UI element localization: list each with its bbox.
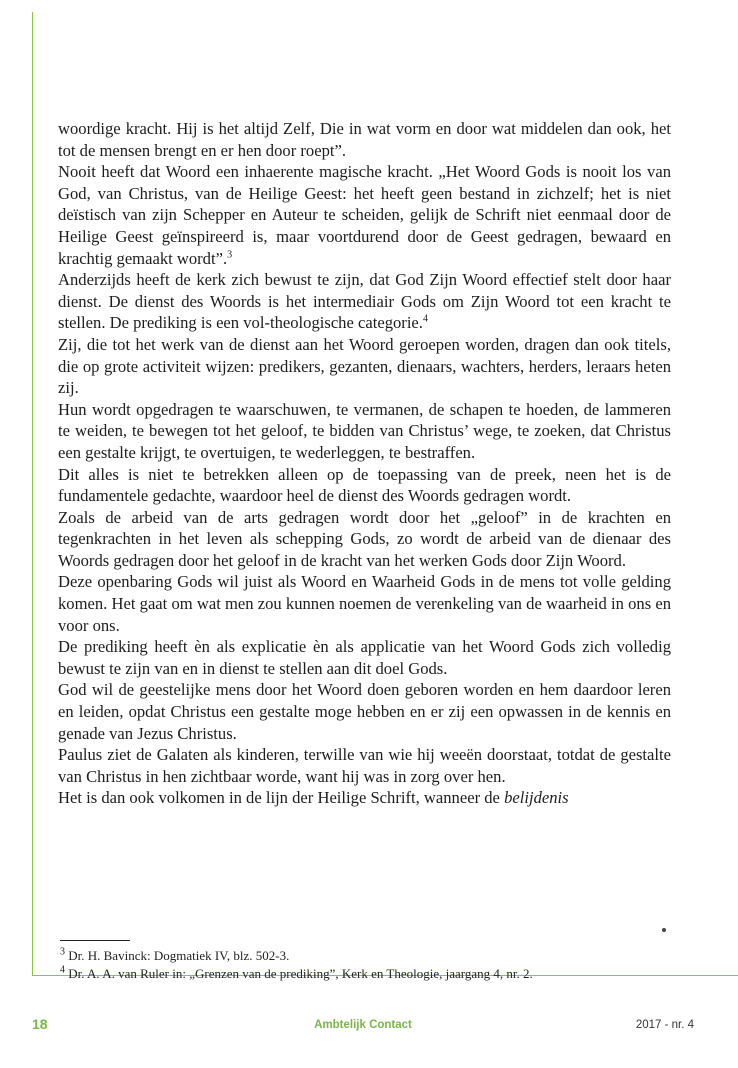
paragraph: Anderzijds heeft de kerk zich bewust te zijn, dat God Zijn Woord effectief stelt door haar dienst. De dienst des Woords is het intermediair Gods om Zijn Woord tot een kracht te stellen. De prediking is een vol-theologische categorie.$^4$ [58,270,671,333]
footnote-text: Dr. A. A. van Ruler in: „Grenzen van de prediking”, Kerk en Theologie, jaargang 4, nr. 2. [68,966,533,981]
issue-label: 2017 - nr. 4 [635,1019,694,1031]
footnote-3 [60,947,680,965]
footnote-4 [60,965,680,983]
paragraph: Deze openbaring Gods wil juist als Woord en Waarheid Gods in de mens tot volle gelding komen. Het gaat om wat men zou kunnen noemen de verenkeling van de waarheid in ons en voor ons. [58,572,671,635]
footnote-ref-4: 4 [422,313,428,325]
paragraph: Zoals de arbeid van de arts gedragen wordt door het „geloof” in de krachten en tegenkrachten in het leven als schepping Gods, zo wordt de arbeid van de dienaar des Woords gedragen door het geloof in de kracht van het werken Gods door Zijn Woord. [58,507,671,570]
footnote-text: Dr. H. Bavinck: Dogmatiek IV, blz. 502-3. [68,948,290,963]
footnote-rule [60,940,130,941]
article-body [58,118,671,809]
paragraph: Dit alles is niet te betrekken alleen op de toepassing van de preek, neen het is de fundamentele gedachte, waardoor heel de dienst des Woords gedragen wordt. [58,464,671,506]
footnote-number: 4 [60,964,65,976]
paragraph: God wil de geestelijke mens door het Woord doen geboren worden en hem daardoor leren en leiden, opdat Christus een gestalte moge hebben en er zij een opwassen in de kennis en genade van Jezus Christus. [58,680,671,743]
footnotes [60,940,680,983]
paragraph: De prediking heeft èn als explicatie èn als applicatie van het Woord Gods zich volledig bewust te zijn van en in dienst te stellen aan dit doel Gods. [58,637,671,678]
page-number: 18 [32,1016,48,1032]
paragraph: Hun wordt opgedragen te waarschuwen, te vermanen, de schapen te hoeden, de lammeren te weiden, te bewegen tot het geloof, te bidden van Christus’ wege, te zoeken, dat Christus een gestalte krijgt, te overtuigen, te wederleggen, te bestraffen. [58,399,671,462]
paragraph: Paulus ziet de Galaten als kinderen, terwille van wie hij weeën doorstaat, totdat de gestalte van Christus in hen zichtbaar worde, want hij was in zorg over hen. [58,745,671,786]
speck-dot [662,928,666,932]
magazine-title: Ambtelijk Contact [314,1019,412,1031]
left-margin-rule [32,12,33,975]
page-footer [32,1018,694,1034]
footnote-number: 3 [60,946,65,958]
paragraph: woordige kracht. Hij is het altijd Zelf, Die in wat vorm en door wat middelen dan ook, het tot de mensen brengt en er hen door roept”. [58,119,671,160]
paragraph: Het is dan ook volkomen in de lijn der Heilige Schrift, wanneer de belijdenis [58,788,569,808]
paragraph: Nooit heeft dat Woord een inhaerente magische kracht. „Het Woord Gods is nooit los van God, van Christus, van de Heilige Geest: het heeft geen bestand in zichzelf; het is niet deïstisch van zijn Schepper en Auteur te scheiden, gelijk de Schrift niet eenmaal door de Heilige Geest geïnspireerd is, maar voortdurend door de Geest gedragen, bewaard en krachtig gemaakt wordt”.$^3$ [58,162,671,268]
footnote-ref-3: 3 [227,249,233,261]
paragraph: Zij, die tot het werk van de dienst aan het Woord geroepen worden, dragen dan ook titels, die op grote activiteit wijzen: predikers, gezanten, dienaars, wachters, herders, leraars heten zij. [58,334,671,398]
italic-word: belijdenis [504,788,569,808]
